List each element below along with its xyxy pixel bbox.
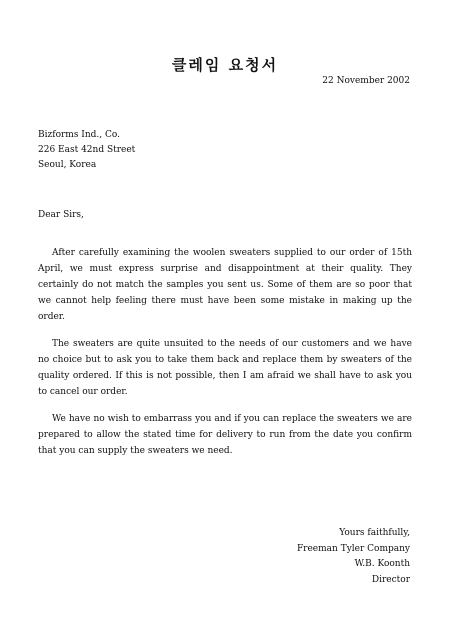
document-title: 클레임 요청서 bbox=[171, 56, 279, 74]
recipient-company: Bizforms Ind., Co. bbox=[38, 130, 121, 140]
recipient-street: 226 East 42nd Street bbox=[38, 145, 136, 155]
body-paragraph: The sweaters are quite unsuited to the needs of our customers and we have no choice but to ask you to take them back and replace them by sweaters of the quality ordered. If this is not possible, then I am afraid we shall have to ask you to cancel our order. bbox=[38, 339, 412, 397]
letter-date: 22 November 2002 bbox=[322, 76, 410, 86]
body-paragraph: We have no wish to embarrass you and if you can replace the sweaters we are prepared to allow the stated time for delivery to run from the date you confirm that you can supply the sweaters we need. bbox=[38, 414, 412, 456]
recipient-address bbox=[38, 128, 135, 173]
salutation: Dear Sirs, bbox=[38, 210, 84, 220]
complimentary-close: Yours faithfully, bbox=[339, 528, 410, 538]
signer-title: Director bbox=[371, 574, 410, 585]
signer-company: Freeman Tyler Company bbox=[296, 543, 410, 554]
signer-name: W.B. Koonth bbox=[354, 559, 410, 569]
body-paragraph: After carefully examining the woolen sweaters supplied to our order of 15th April, we must express surprise and disappointment at their quality. They certainly do not match the samples you sent us. Some of them are so poor that we cannot help feeling there must have been some mistake in making up the order. bbox=[38, 248, 412, 322]
signature-block bbox=[297, 526, 410, 588]
letter-body bbox=[38, 245, 412, 470]
recipient-city: Seoul, Korea bbox=[38, 160, 97, 170]
